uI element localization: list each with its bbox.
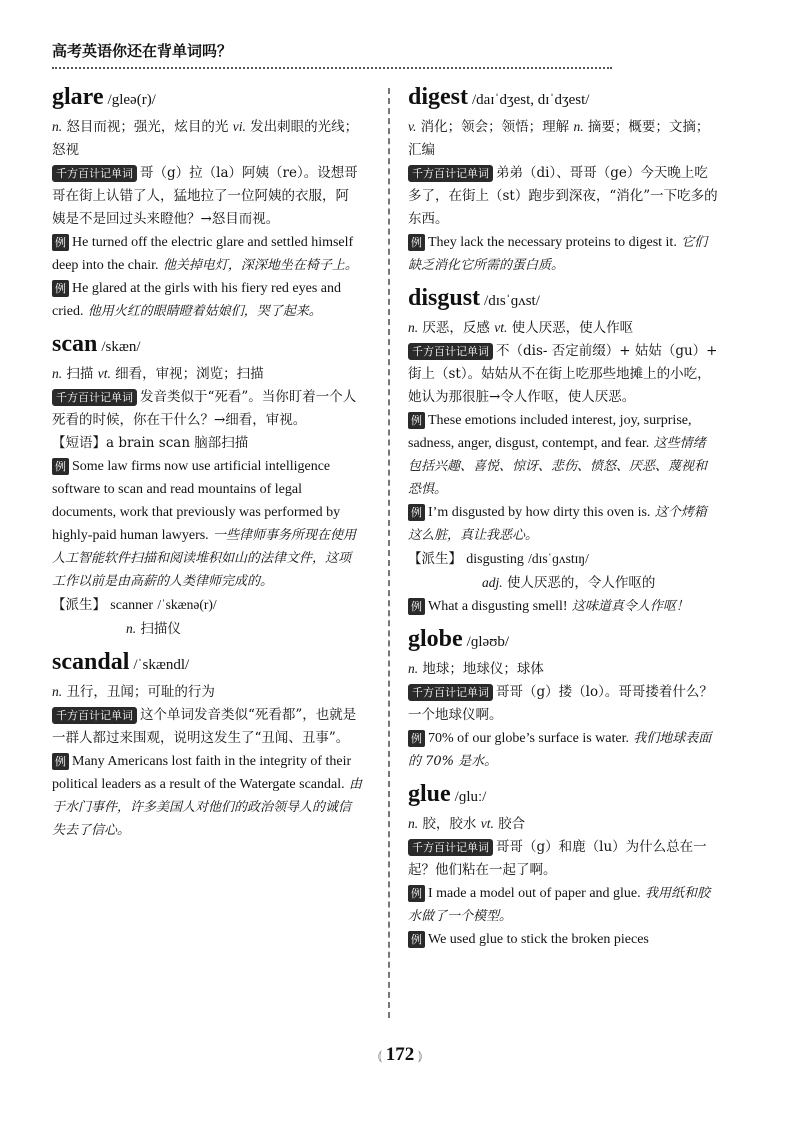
example-tag: 例: [52, 234, 69, 251]
headword: [52, 329, 362, 362]
headword: [408, 624, 718, 657]
derived-meaning: adj. 使人厌恶的，令人作呕的: [482, 575, 656, 591]
example-tag: 例: [408, 234, 425, 251]
memory-tip: 千方百计记单词 弟弟（di）、哥哥（ge）今天晚上吃多了，在街上（st）跑步到深夜，“消化”一下吃多的东西。: [408, 165, 718, 227]
headword: [52, 82, 362, 115]
pronunciation: /skæn/: [101, 339, 141, 355]
page-number: ⦅ 172 ⦆: [360, 1044, 440, 1066]
book-title: 高考英语你还在背单词吗？: [52, 42, 233, 60]
example-tag: 例: [52, 753, 69, 770]
definition: n. 胶，胶水 vt. 胶合: [408, 816, 526, 832]
example-sentence: 例 We used glue to stick the broken pieces: [408, 928, 718, 951]
derived-word: 【派生】 scanner /ˈskænə(r)/: [52, 597, 217, 613]
example-tag: 例: [52, 280, 69, 297]
example-sentence: 例 What a disgusting smell! 这味道真令人作呕！: [408, 595, 718, 618]
pronunciation: /ɡluː/: [454, 789, 487, 805]
example-tag: 例: [408, 504, 425, 521]
headword-text: glue: [408, 781, 451, 807]
memory-tip: 千方百计记单词 这个单词发音类似“死看都”，也就是一群人都过来围观，说明这发生了“丑闻、丑事”。: [52, 707, 357, 746]
memory-tip: 千方百计记单词 哥哥（g）和鹿（lu）为什么总在一起？他们粘在一起了啊。: [408, 839, 707, 878]
definition: v. 消化；领会；领悟；理解 n. 摘要；概要；文摘；汇编: [408, 119, 710, 158]
headword-text: glare: [52, 84, 104, 110]
headword-text: digest: [408, 84, 468, 110]
definition: n. 扫描 vt. 细看，审视；浏览；扫描: [52, 366, 264, 382]
definition: n. 丑行，丑闻；可耻的行为: [52, 684, 215, 700]
tip-tag: 千方百计记单词: [408, 343, 493, 360]
tip-tag: 千方百计记单词: [52, 707, 137, 724]
entry-globe: [408, 624, 718, 773]
example-tag: 例: [52, 458, 69, 475]
headword: [408, 283, 718, 316]
memory-tip: 千方百计记单词 哥（g）拉（la）阿姨（re）。设想哥哥在街上认错了人，猛地拉了一位阿姨的衣服，阿姨是不是回过头来瞪他？→怒目而视。: [52, 165, 358, 227]
tip-tag: 千方百计记单词: [52, 165, 137, 182]
example-tag: 例: [408, 730, 425, 747]
headword: [408, 779, 718, 812]
entry-disgust: [408, 283, 718, 618]
pronunciation: /ɡləʊb/: [466, 634, 510, 650]
example-sentence: 例 70% of our globe’s surface is water. 我们地球表面的 70% 是水。: [408, 731, 712, 769]
headword-text: scandal: [52, 649, 130, 675]
tip-tag: 千方百计记单词: [408, 684, 493, 701]
derived-word: 【派生】 disgusting /dɪsˈɡʌstɪŋ/: [408, 551, 589, 567]
tip-tag: 千方百计记单词: [408, 839, 493, 856]
example-tag: 例: [408, 885, 425, 902]
column-divider: [388, 88, 390, 1018]
example-sentence: 例 They lack the necessary proteins to digest it. 它们缺乏消化它所需的蛋白质。: [408, 235, 708, 273]
example-sentence: 例 Many Americans lost faith in the integrity of their political leaders as a result of the Watergate scandal. 由于水门事件，许多美国人对他们的政治领导人的诚信失去了信心。: [52, 754, 362, 838]
example-sentence: 例 He turned off the electric glare and settled himself deep into the chair. 他关掉电灯，深深地坐在椅子上。: [52, 235, 358, 273]
phrase: 【短语】a brain scan 脑部扫描: [52, 435, 249, 451]
memory-tip: 千方百计记单词 发音类似于“死看”。当你盯着一个人死看的时候，你在干什么？→细看，审视。: [52, 389, 357, 428]
memory-tip: 千方百计记单词 哥哥（g）搂（lo）。哥哥搂着什么？一个地球仪啊。: [408, 684, 713, 723]
example-sentence: 例 I’m disgusted by how dirty this oven is. 这个烤箱这么脏，真让我恶心。: [408, 505, 707, 543]
example-tag: 例: [408, 412, 425, 429]
pronunciation: /ˈskændl/: [133, 657, 190, 673]
headword: [408, 82, 718, 115]
page-header: [52, 40, 612, 69]
example-sentence: 例 These emotions included interest, joy, surprise, sadness, anger, disgust, contempt, and fear. 这些情绪包括兴趣、喜悦、惊讶、悲伤、愤怒、厌恶、蔑视和恐惧。: [408, 413, 708, 497]
entry-glue: [408, 779, 718, 951]
headword: [52, 647, 362, 680]
pronunciation: /dɪsˈɡʌst/: [484, 293, 540, 309]
headword-text: disgust: [408, 285, 481, 311]
tip-tag: 千方百计记单词: [52, 389, 137, 406]
headword-text: scan: [52, 331, 98, 357]
example-tag: 例: [408, 598, 425, 615]
entry-glare: [52, 82, 362, 323]
derived-meaning: n. 扫描仪: [126, 621, 181, 637]
example-sentence: 例 I made a model out of paper and glue. 我用纸和胶水做了一个模型。: [408, 886, 710, 924]
definition: n. 怒目而视；强光，炫目的光 vi. 发出刺眼的光线；怒视: [52, 119, 359, 158]
left-column: [52, 82, 362, 848]
headword-text: globe: [408, 626, 463, 652]
tip-tag: 千方百计记单词: [408, 165, 493, 182]
definition: n. 地球；地球仪；球体: [408, 661, 544, 677]
right-column: [408, 82, 718, 957]
entry-scandal: [52, 647, 362, 842]
example-sentence: 例 He glared at the girls with his fiery red eyes and cried. 他用火红的眼睛瞪着姑娘们，哭了起来。: [52, 281, 342, 319]
example-sentence: 例 Some law firms now use artificial intelligence software to scan and read mountains of legal documents, work that previously was performed by highly-paid human lawyers. 一些律师事务所现在使用人工智能软件扫描和阅读堆积如山的法律文件，这项工作以前是由高薪的人类律师完成的。: [52, 459, 356, 589]
definition: n. 厌恶，反感 vt. 使人厌恶，使人作呕: [408, 320, 634, 336]
pronunciation: /gleə(r)/: [107, 92, 156, 108]
example-tag: 例: [408, 931, 425, 948]
entry-scan: [52, 329, 362, 641]
entry-digest: [408, 82, 718, 277]
memory-tip: 千方百计记单词 不（dis- 否定前缀）+ 姑姑（gu）+ 街上（st）。姑姑从不在街上吃那些地摊上的小吃，她认为那很脏→令人作呕，使人厌恶。: [408, 343, 718, 405]
pronunciation: /daɪˈdʒest, dɪˈdʒest/: [472, 92, 590, 108]
